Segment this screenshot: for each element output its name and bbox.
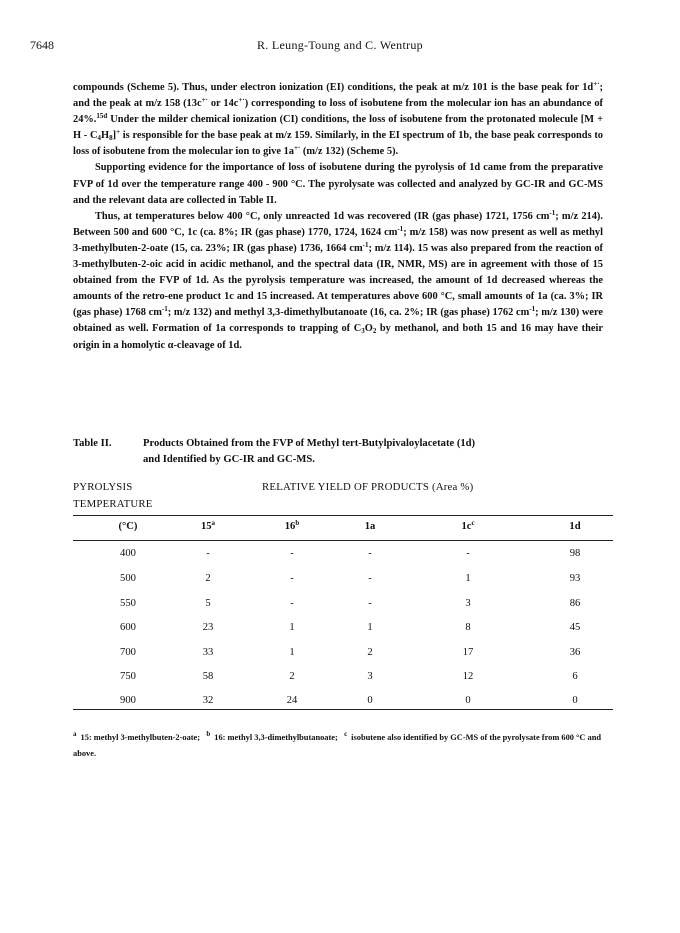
table-title: Products Obtained from the FVP of Methyl tert-Butylpivaloylacetate (1d) and Identified by GC-IR and GC-MS. [143, 438, 476, 465]
yield-cell: 93 [569, 573, 581, 584]
running-head: R. Leung-Toung and C. Wentrup [257, 38, 423, 52]
yield-cell: 24 [286, 695, 298, 706]
column-header: (°C) [118, 521, 138, 532]
temperature-cell: 400 [120, 548, 136, 559]
paragraph-3: Thus, at temperatures below 400 °C, only unreacted 1d was recovered (IR (gas phase) 1721, 1756 $cm^{-1}$; m/z 214). Between 500 and 600 °C, 1c (ca. 8%; IR (gas phase) 1770, 1724, 1624 $cm^{-1}$; m/z 158) was now present as well as methyl 3-methylbuten-2-oate (15, ca. 23%; IR (gas phase) 1736, 1664 $cm^{-1}$; m/z 114). 15 was also prepared from the reaction of 3-methylbuten-2-oic acid in acidic methanol, and the spectral data (IR, NMR, MS) are in agreement with those of 15 obtained from the FVP of 1d. As the pyrolysis temperature was increased, the amount of 1d decreased whereas the amounts of the retro-ene product 1c and 15 increased. At temperatures above 600 °C, small amounts of 1a (ca. 3%; IR (gas phase) 1768 $cm^{-1}$; m/z 132) and methyl 3,3-dimethylbutanoate (16, ca. 2%; IR (gas phase) 1762 $cm^{-1}$; m/z 130) were obtained as well. Formation of 1a corresponds to trapping of $C_3O_2$ by methanol, and both 15 and 16 may have their origin in a homolytic α-cleavage of 1d. [73, 208, 604, 351]
footnote-b: 16: methyl 3,3-dimethylbutanoate; [214, 733, 338, 742]
body-text [73, 80, 603, 354]
yield-cell: - [206, 548, 210, 559]
temperature-cell: 500 [120, 573, 136, 584]
yield-cell: 86 [569, 598, 581, 609]
yield-cell: 33 [202, 647, 214, 658]
yield-cell: 5 [205, 598, 211, 609]
reference-marker: 15d [96, 112, 108, 121]
table-header-rule [73, 540, 613, 541]
yield-cell: - [466, 548, 470, 559]
yield-cell: 8 [465, 622, 471, 633]
column-header: 1d [569, 521, 581, 532]
column-header: 15$^a$ [200, 519, 216, 532]
yield-cell: 1 [367, 622, 373, 633]
yield-cell: 0 [367, 695, 373, 706]
yield-cell: - [368, 573, 372, 584]
paragraph-2: Supporting evidence for the importance of loss of isobutene during the pyrolysis of 1d came from the preparative FVP of 1d over the temperature range 400 - 900 °C. The pyrolysate was collected and analyzed by GC-IR and GC-MS and the relevant data are collected in Table II. [73, 162, 603, 206]
yield-cell: 3 [465, 598, 471, 609]
page-number: 7648 [30, 38, 54, 52]
yield-cell: 6 [572, 671, 578, 682]
yield-cell: 0 [465, 695, 471, 706]
temperature-cell: 550 [120, 598, 136, 609]
yield-cell: 17 [462, 647, 474, 658]
yield-cell: 36 [569, 647, 581, 658]
column-header: 1a [364, 521, 376, 532]
temperature-cell: 700 [120, 647, 136, 658]
yield-cell: 0 [572, 695, 578, 706]
column-header: 16$^b$ [284, 519, 300, 532]
temperature-cell: 750 [120, 671, 136, 682]
yield-cell: 1 [289, 647, 295, 658]
yield-cell: 2 [205, 573, 211, 584]
table-top-rule [73, 515, 613, 516]
table-bottom-rule [73, 709, 613, 710]
paragraph-1: compounds (Scheme 5). Thus, under electron ionization (EI) conditions, the peak at m/z 101 is the base peak for 1d+·; and the peak at m/z 158 (13c+· or 14c+·) corresponding to loss of isobutene from the molecular ion has an abundance of 24%.$^{15d}$ Under the milder chemical ionization (CI) conditions, the loss of isobutene from the protonated molecule $[M + H - C_4H_8]^+$ is responsible for the base peak at m/z 159. Similarly, in the EI spectrum of 1b, the base peak corresponds to loss of isobutene from the molecular ion to give 1a+· (m/z 132) (Scheme 5). [73, 80, 603, 158]
yield-cell: - [290, 573, 294, 584]
column-header: $1c^c$ [461, 519, 475, 532]
yield-cell: 2 [289, 671, 295, 682]
yield-cell: 58 [202, 671, 214, 682]
temperature-cell: 600 [120, 622, 136, 633]
temperature-cell: 900 [120, 695, 136, 706]
yield-cell: 2 [367, 647, 373, 658]
yield-cell: 3 [367, 671, 373, 682]
temperature-label: TEMPERATURE [73, 498, 153, 510]
yield-cell: 98 [569, 548, 581, 559]
footnote-a: 15: methyl 3-methylbuten-2-oate; [80, 733, 201, 742]
yield-cell: 45 [569, 622, 581, 633]
yield-cell: 23 [202, 622, 214, 633]
footnote-c: isobutene also identified by GC-MS of the pyrolysate from 600 °C and above. [73, 733, 602, 758]
yield-cell: - [368, 548, 372, 559]
yield-cell: 1 [289, 622, 295, 633]
yield-cell: - [368, 598, 372, 609]
relative-yield-label: RELATIVE YIELD OF PRODUCTS (Area %) [262, 481, 474, 493]
yield-cell: - [290, 548, 294, 559]
yield-cell: - [290, 598, 294, 609]
table-footnotes: $^a$ 15: methyl 3-methylbuten-2-oate; $^b$ 16: methyl 3,3-dimethylbutanoate; $^c$ isobutene also identified by GC-MS of the pyrolysate from 600 °C and above. [73, 730, 602, 758]
yield-cell: 1 [465, 573, 471, 584]
yield-cell: 32 [202, 695, 214, 706]
table-label: Table II. [73, 438, 112, 449]
pyrolysis-label: PYROLYSIS [73, 481, 133, 493]
yield-cell: 12 [462, 671, 474, 682]
